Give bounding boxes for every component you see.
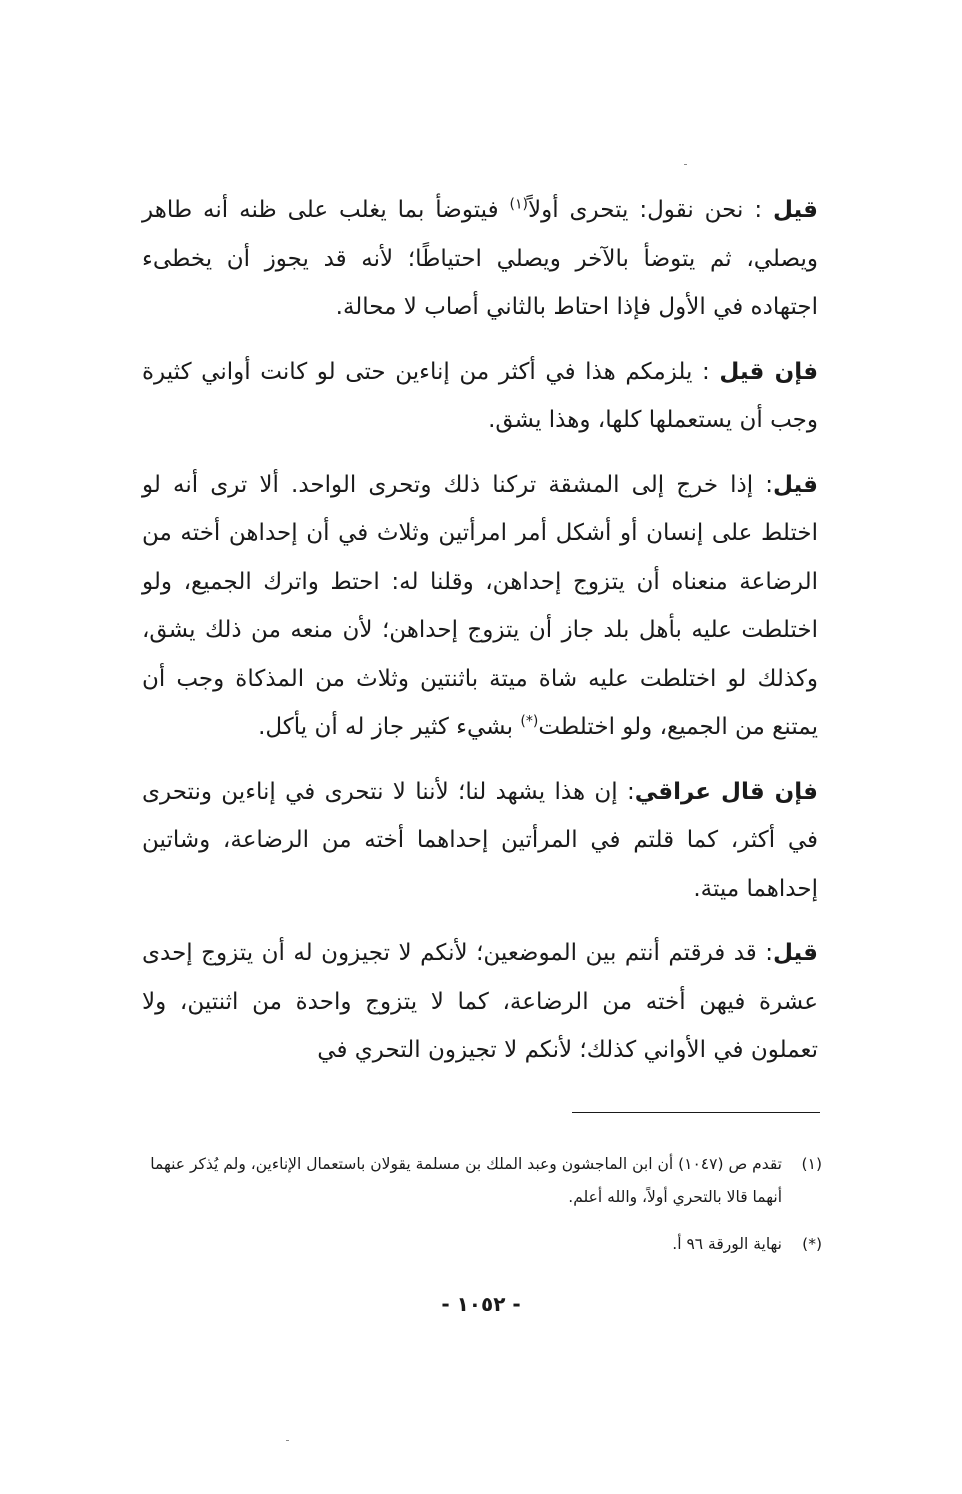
paragraph-text: : نحن نقول: يتحرى أولاً	[528, 197, 774, 223]
paragraph-3	[142, 461, 818, 752]
paragraph-text: بشيء كثير جاز له أن يأكل.	[258, 714, 521, 740]
footnote-text: نهاية الورقة ٩٦ أ.	[672, 1235, 782, 1253]
scan-speck	[286, 1440, 289, 1441]
paragraph-text: فيتوضأ بما يغلب على ظنه أنه طاهر ويصلي، ثم يتوضأ بالآخر ويصلي احتياطًا؛ لأنه قد يجوز أن يخطىء اجتهاده في الأول فإذا احتاط بالثاني أصاب لا محالة.	[142, 197, 818, 320]
paragraph-1	[142, 186, 818, 332]
paragraph-lead: فإن قال عراقي	[634, 778, 818, 805]
paragraph-2	[142, 348, 818, 445]
paragraph-text: : يلزمكم هذا في أكثر من إناءين حتى لو كانت أواني كثيرة وجب أن يستعملها كلها، وهذا يشق.	[142, 358, 818, 433]
footnote-divider	[572, 1112, 820, 1113]
paragraph-4	[142, 768, 818, 914]
paragraph-text: : إن هذا يشهد لنا؛ لأننا لا نتحرى في إناءين ونتحرى في أكثر، كما قلتم في المرأتين إحداهما أخته من الرضاعة، وشاتين إحداهما ميتة.	[142, 778, 818, 902]
paragraph-lead: قيل	[773, 940, 818, 966]
footnotes-section	[142, 1148, 822, 1275]
footnote-marker: (١)	[801, 1155, 822, 1173]
scan-speck	[684, 164, 687, 165]
main-text-body	[142, 186, 818, 1091]
footnote-reference: (*)	[520, 713, 539, 730]
page-number: - ١٠٥٢ -	[441, 1292, 521, 1316]
footnote-text: تقدم ص (١٠٤٧) أن ابن الماجشون وعبد الملك بن مسلمة يقولان باستعمال الإناءين، ولم يُذكر عنهما أنهما قالا بالتحري أولاً، والله أعلم.	[150, 1155, 782, 1206]
footnote-marker: (*)	[802, 1235, 822, 1253]
footnote-reference: (١)	[509, 196, 528, 213]
footnote-1	[142, 1148, 822, 1214]
paragraph-lead: فإن قيل	[719, 358, 819, 385]
paragraph-text: : قد فرقتم أنتم بين الموضعين؛ لأنكم لا تجيزون له أن يتزوج إحدى عشرة فيهن أخته من الرضاعة، كما لا يتزوج واحدة من اثنتين، ولا تعملون في الأواني كذلك؛ لأنكم لا تجيزون التحري في	[142, 940, 818, 1063]
footnote-2	[142, 1228, 822, 1261]
paragraph-5	[142, 929, 818, 1075]
paragraph-text: : إذا خرج إلى المشقة تركنا ذلك وتحرى الواحد. ألا ترى أنه لو اختلط على إنسان أو أشكل أمر امرأتين وثلاث في أن إحداهن أخته من الرضاعة منعناه أن يتزوج إحداهن، وقلنا له: احتط واترك الجميع، ولو اختلطت عليه بأهل بلد جاز أن يتزوج إحداهن؛ لأن منعه من ذلك يشق، وكذلك لو اختلطت عليه شاة ميتة باثنتين وثلاث من المذكاة وجب أن يمتنع من الجميع، ولو اختلطت	[142, 471, 818, 740]
paragraph-lead: قيل	[773, 471, 818, 498]
paragraph-lead: قيل	[773, 197, 818, 223]
